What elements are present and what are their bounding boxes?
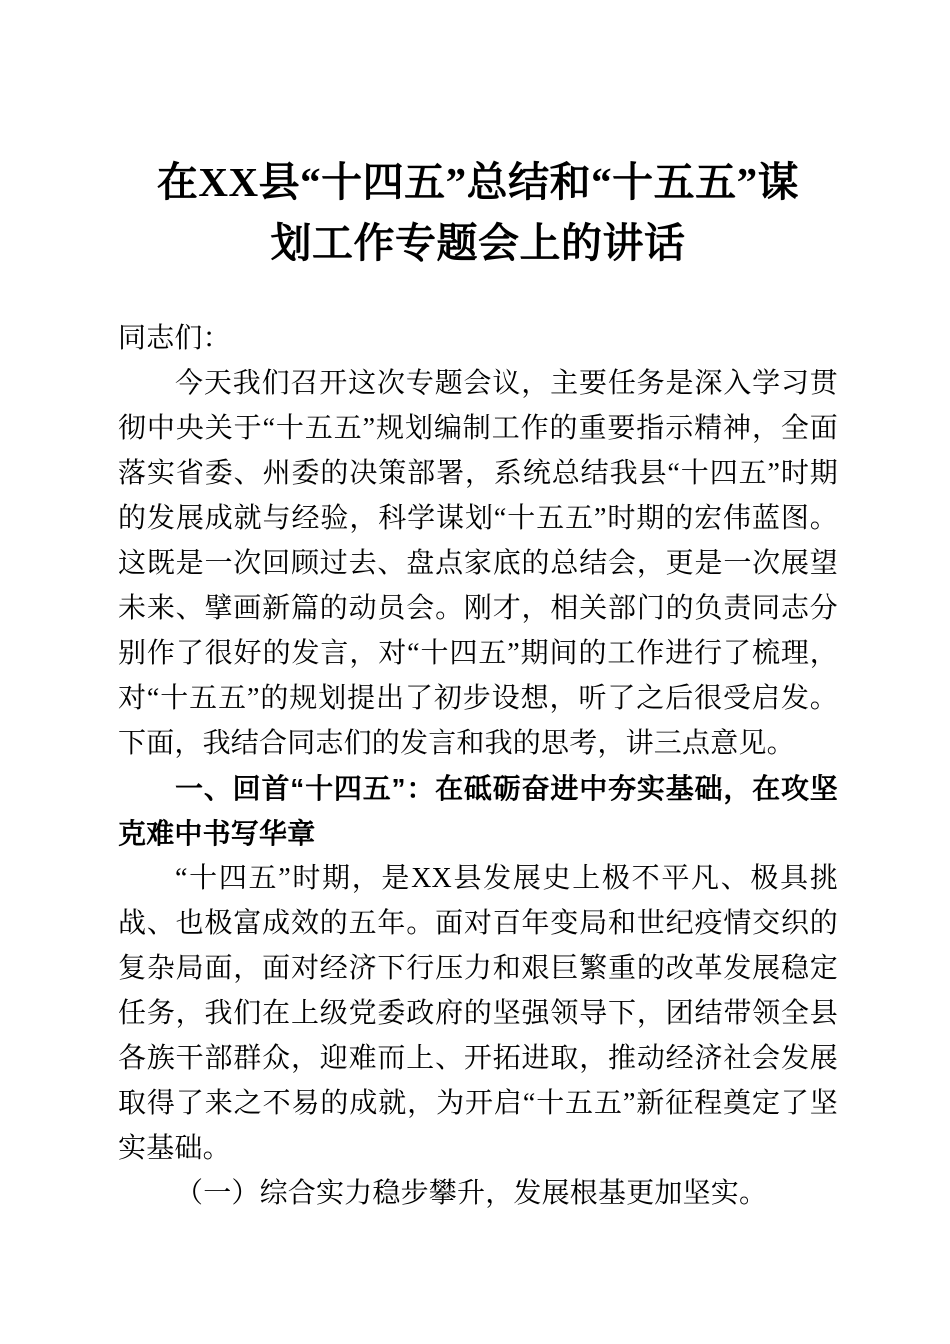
page-title: 在XX县“十四五”总结和“十五五”谋划工作专题会上的讲话 — [156, 159, 800, 266]
document-body — [118, 274, 838, 1216]
document-content-column — [118, 0, 838, 1216]
paragraph-opening-remarks: 今天我们召开这次专题会议，主要任务是深入学习贯彻中央关于“十五五”规划编制工作的重要指示精神，全面落实省委、州委的决策部署，系统总结我县“十四五”时期的发展成就与经验，科学谋划“十五五”时期的宏伟蓝图。这既是一次回顾过去、盘点家底的总结会，更是一次展望未来、擘画新篇的动员会。刚才，相关部门的负责同志分别作了很好的发言，对“十四五”期间的工作进行了梳理，对“十五五”的规划提出了初步设想，听了之后很受启发。下面，我结合同志们的发言和我的思考，讲三点意见。 — [118, 368, 838, 759]
subsection-heading-one-one: （一）综合实力稳步攀升，发展根基更加坚实。 — [175, 1178, 768, 1209]
paragraph-fourteenth-five-year-review: “十四五”时期，是XX县发展史上极不平凡、极具挑战、也极富成效的五年。面对百年变局和世纪疫情交织的复杂局面，面对经济下行压力和艰巨繁重的改革发展稳定任务，我们在上级党委政府的坚强领导下，团结带领全县各族干部群众，迎难而上、开拓进取，推动经济社会发展取得了来之不易的成就，为开启“十五五”新征程奠定了坚实基础。 — [118, 863, 838, 1164]
salutation-line: 同志们： — [118, 323, 231, 354]
section-heading-one: 一、回首“十四五”：在砥砺奋进中夯实基础，在攻坚克难中书写华章 — [118, 773, 838, 849]
title-block — [118, 0, 838, 274]
